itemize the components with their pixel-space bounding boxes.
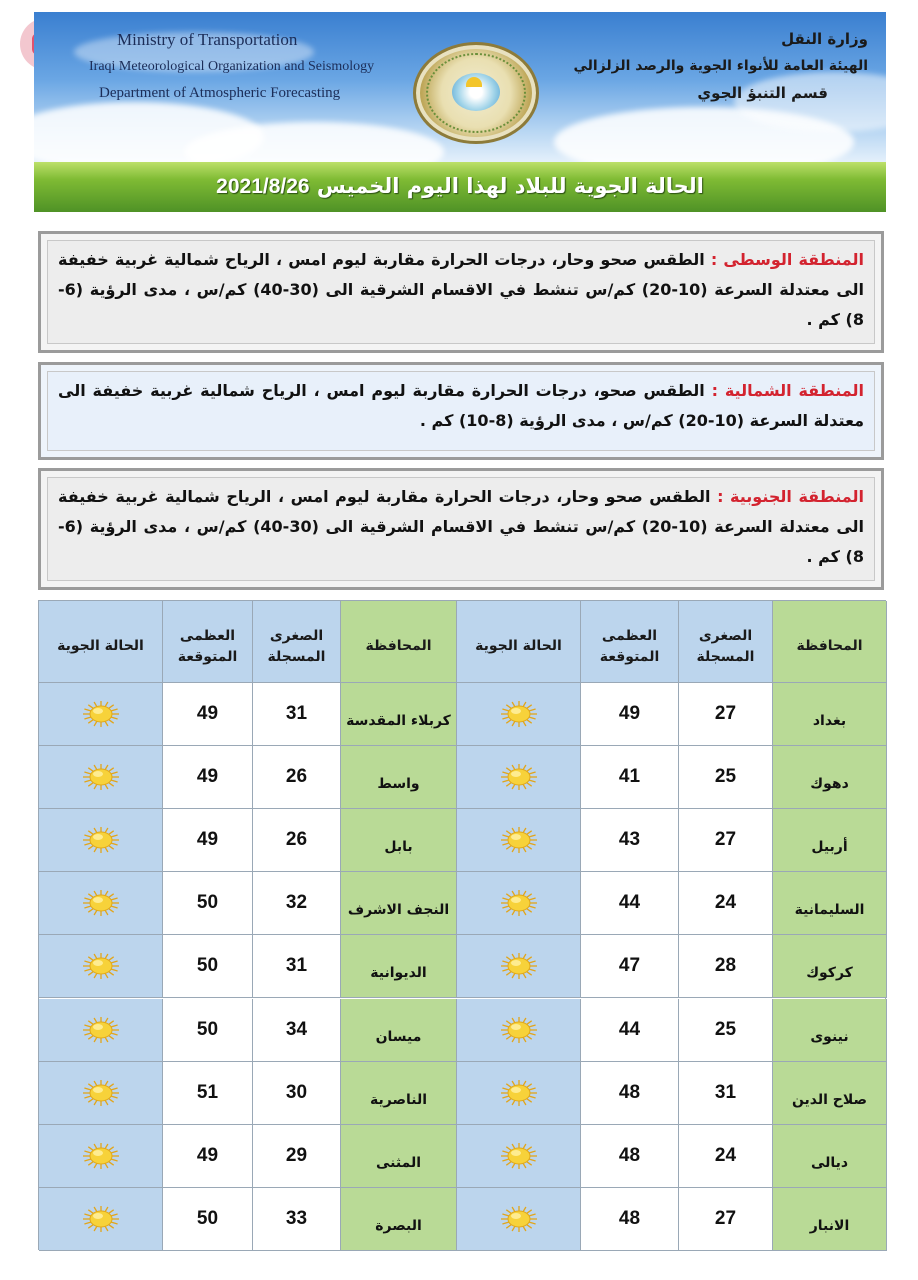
table-cell	[773, 809, 887, 872]
table-cell	[581, 1125, 679, 1188]
province-name: كركوك	[806, 965, 853, 982]
min-temp: 27	[714, 1207, 737, 1229]
table-cell	[253, 935, 341, 998]
table-cell	[39, 683, 163, 746]
arabic-heading	[573, 26, 868, 107]
header-weather: الحالة الجوية	[57, 638, 144, 654]
table-cell	[253, 1062, 341, 1125]
sun-icon	[499, 825, 539, 855]
table-cell	[163, 999, 253, 1062]
table-cell	[163, 1062, 253, 1125]
table-cell	[773, 1062, 887, 1125]
table-cell	[581, 1188, 679, 1251]
header-max-sub: المتوقعة	[599, 648, 660, 665]
max-temp: 50	[196, 892, 219, 914]
min-temp: 31	[714, 1081, 737, 1103]
max-temp: 49	[196, 1144, 219, 1166]
table-cell	[39, 999, 163, 1062]
min-temp: 27	[714, 703, 737, 725]
table-cell	[581, 872, 679, 935]
header-max: العظمى	[601, 627, 658, 644]
province-name: بغداد	[812, 713, 847, 730]
table-header-cell	[341, 601, 457, 683]
min-temp: 28	[714, 955, 737, 977]
min-temp: 26	[285, 829, 308, 851]
region-north-box	[38, 362, 884, 460]
header-min: الصغرى	[698, 627, 753, 644]
header-min: الصغرى	[269, 627, 324, 644]
table-cell	[253, 683, 341, 746]
title-text: الحالة الجوية للبلاد لهذا اليوم الخميس	[316, 174, 704, 198]
table-cell	[341, 999, 457, 1062]
table-header-cell	[581, 601, 679, 683]
region-forecast-text: الطقس صحو وحار، درجات الحرارة مقاربة ليوم امس ، الرياح شمالية غربية خفيفة الى معتدلة السرعة (10-20) كم/س تنشط في الاقسام الشرقية الى (30-40) كم/س ، مدى الرؤية (6-8) كم .	[58, 250, 865, 329]
min-temp: 24	[714, 1144, 737, 1166]
province-name: المثنى	[375, 1154, 422, 1171]
table-cell	[457, 809, 581, 872]
province-name: أربيل	[811, 839, 848, 856]
table-header-cell	[773, 601, 887, 683]
sun-icon	[499, 762, 539, 792]
province-name: واسط	[377, 776, 420, 793]
english-heading	[89, 26, 374, 107]
table-cell	[163, 683, 253, 746]
table-cell	[253, 1125, 341, 1188]
table-cell	[341, 935, 457, 998]
province-name: صلاح الدين	[791, 1091, 868, 1108]
table-cell	[679, 746, 773, 809]
min-temp: 33	[285, 1207, 308, 1229]
region-name: المنطقة الشمالية :	[711, 381, 864, 400]
table-cell	[457, 746, 581, 809]
sun-icon	[81, 825, 121, 855]
province-name: كربلاء المقدسة	[346, 713, 451, 730]
table-cell	[679, 1125, 773, 1188]
table-cell	[39, 746, 163, 809]
max-temp: 49	[196, 829, 219, 851]
table-cell	[163, 1125, 253, 1188]
table-cell	[457, 872, 581, 935]
min-temp: 30	[285, 1081, 308, 1103]
forecast-table	[38, 600, 886, 1250]
table-cell	[773, 872, 887, 935]
table-cell	[253, 746, 341, 809]
table-cell	[163, 746, 253, 809]
table-cell	[163, 1188, 253, 1251]
table-cell	[679, 683, 773, 746]
table-cell	[773, 1125, 887, 1188]
table-cell	[341, 1125, 457, 1188]
table-header-cell	[457, 601, 581, 683]
table-cell	[163, 935, 253, 998]
table-cell	[341, 1062, 457, 1125]
department-en: Department of Atmospheric Forecasting	[99, 85, 341, 101]
header-min-sub: المسجلة	[696, 648, 755, 665]
table-header-cell	[679, 601, 773, 683]
department-ar: قسم التنبؤ الجوي	[697, 84, 828, 102]
max-temp: 51	[196, 1081, 219, 1103]
province-name: دهوك	[810, 776, 849, 793]
table-cell	[457, 1125, 581, 1188]
table-cell	[773, 1188, 887, 1251]
table-cell	[581, 809, 679, 872]
title-date: 2021/8/26	[216, 175, 310, 198]
province-name: بابل	[384, 839, 413, 856]
min-temp: 25	[714, 766, 737, 788]
max-temp: 48	[618, 1144, 641, 1166]
table-cell	[253, 872, 341, 935]
header-weather: الحالة الجوية	[475, 638, 562, 654]
table-cell	[39, 1062, 163, 1125]
table-cell	[341, 1188, 457, 1251]
table-cell	[341, 746, 457, 809]
max-temp: 50	[196, 1207, 219, 1229]
table-cell	[457, 1062, 581, 1125]
province-name: ديالى	[810, 1154, 849, 1171]
ministry-en: Ministry of Transportation	[117, 30, 298, 49]
table-cell	[253, 1188, 341, 1251]
table-cell	[457, 683, 581, 746]
table-cell	[581, 935, 679, 998]
region-forecast-text: الطقس صحو وحار، درجات الحرارة مقاربة ليوم امس ، الرياح شمالية غربية خفيفة الى معتدلة السرعة (10-20) كم/س تنشط في الاقسام الشرقية الى (30-40) كم/س ، مدى الرؤية (6-8) كم .	[58, 487, 865, 566]
table-cell	[39, 809, 163, 872]
province-name: الناصرية	[369, 1091, 427, 1108]
max-temp: 47	[618, 955, 641, 977]
sun-icon	[81, 699, 121, 729]
title-bar	[34, 162, 886, 212]
organization-ar: الهيئة العامة للأنواء الجوية والرصد الزلزالي	[573, 58, 868, 74]
table-cell	[457, 999, 581, 1062]
region-name: المنطقة الجنوبية :	[717, 487, 865, 506]
province-name: ميسان	[375, 1028, 422, 1045]
table-header-cell	[163, 601, 253, 683]
region-center-box	[38, 231, 884, 353]
min-temp: 26	[285, 766, 308, 788]
table-cell	[679, 1062, 773, 1125]
max-temp: 48	[618, 1081, 641, 1103]
max-temp: 44	[618, 1018, 641, 1040]
table-cell	[39, 935, 163, 998]
table-cell	[679, 809, 773, 872]
max-temp: 48	[618, 1207, 641, 1229]
table-cell	[341, 809, 457, 872]
table-cell	[457, 935, 581, 998]
min-temp: 31	[285, 703, 308, 725]
min-temp: 29	[285, 1144, 308, 1166]
table-cell	[581, 999, 679, 1062]
header-province: المحافظة	[796, 638, 863, 654]
table-cell	[679, 999, 773, 1062]
province-name: الانبار	[809, 1217, 850, 1234]
header-province: المحافظة	[365, 638, 432, 654]
sun-icon	[81, 762, 121, 792]
organization-seal-logo	[413, 42, 539, 144]
table-cell	[679, 872, 773, 935]
sun-icon	[499, 1141, 539, 1171]
min-temp: 24	[714, 892, 737, 914]
table-cell	[163, 872, 253, 935]
table-cell	[773, 683, 887, 746]
sun-icon	[499, 1078, 539, 1108]
max-temp: 50	[196, 1018, 219, 1040]
sun-icon	[499, 951, 539, 981]
max-temp: 49	[618, 703, 641, 725]
sun-icon	[81, 1078, 121, 1108]
region-south-box	[38, 468, 884, 590]
region-forecast-text: الطقس صحو، درجات الحرارة مقاربة ليوم امس ، الرياح شمالية غربية خفيفة الى معتدلة السرعة (10-20) كم/س ، مدى الرؤية (8-10) كم .	[58, 381, 864, 430]
page-title	[34, 174, 886, 199]
min-temp: 34	[285, 1018, 308, 1040]
sun-icon	[81, 1015, 121, 1045]
min-temp: 27	[714, 829, 737, 851]
sun-icon	[499, 699, 539, 729]
province-name: السليمانية	[794, 902, 865, 919]
table-cell	[39, 1125, 163, 1188]
header-min-sub: المسجلة	[267, 648, 326, 665]
region-name: المنطقة الوسطى :	[710, 250, 865, 269]
table-cell	[581, 683, 679, 746]
table-cell	[679, 1188, 773, 1251]
table-header-cell	[39, 601, 163, 683]
table-cell	[163, 809, 253, 872]
page-header	[34, 12, 886, 162]
sun-icon	[499, 1015, 539, 1045]
sun-icon	[81, 951, 121, 981]
min-temp: 25	[714, 1018, 737, 1040]
max-temp: 49	[196, 703, 219, 725]
max-temp: 44	[618, 892, 641, 914]
province-name: الديوانية	[370, 965, 427, 982]
min-temp: 31	[285, 955, 308, 977]
table-cell	[457, 1188, 581, 1251]
table-cell	[581, 1062, 679, 1125]
sun-icon	[81, 1141, 121, 1171]
province-name: البصرة	[375, 1217, 422, 1234]
table-cell	[773, 935, 887, 998]
table-cell	[253, 999, 341, 1062]
max-temp: 43	[618, 829, 641, 851]
table-cell	[581, 746, 679, 809]
table-cell	[341, 683, 457, 746]
sun-icon	[81, 888, 121, 918]
sun-icon	[499, 888, 539, 918]
province-name: النجف الاشرف	[347, 902, 450, 919]
table-cell	[341, 872, 457, 935]
sun-icon	[499, 1204, 539, 1234]
province-name: نينوى	[810, 1028, 849, 1045]
max-temp: 49	[196, 766, 219, 788]
table-cell	[679, 935, 773, 998]
table-cell	[39, 872, 163, 935]
header-max: العظمى	[179, 627, 236, 644]
table-cell	[253, 809, 341, 872]
table-header-cell	[253, 601, 341, 683]
table-cell	[39, 1188, 163, 1251]
max-temp: 41	[618, 766, 641, 788]
table-cell	[773, 746, 887, 809]
table-cell	[773, 999, 887, 1062]
sun-icon	[81, 1204, 121, 1234]
min-temp: 32	[285, 892, 308, 914]
ministry-ar: وزارة النقل	[781, 30, 868, 48]
max-temp: 50	[196, 955, 219, 977]
header-max-sub: المتوقعة	[177, 648, 238, 665]
organization-en: Iraqi Meteorological Organization and Seismology	[89, 59, 375, 74]
